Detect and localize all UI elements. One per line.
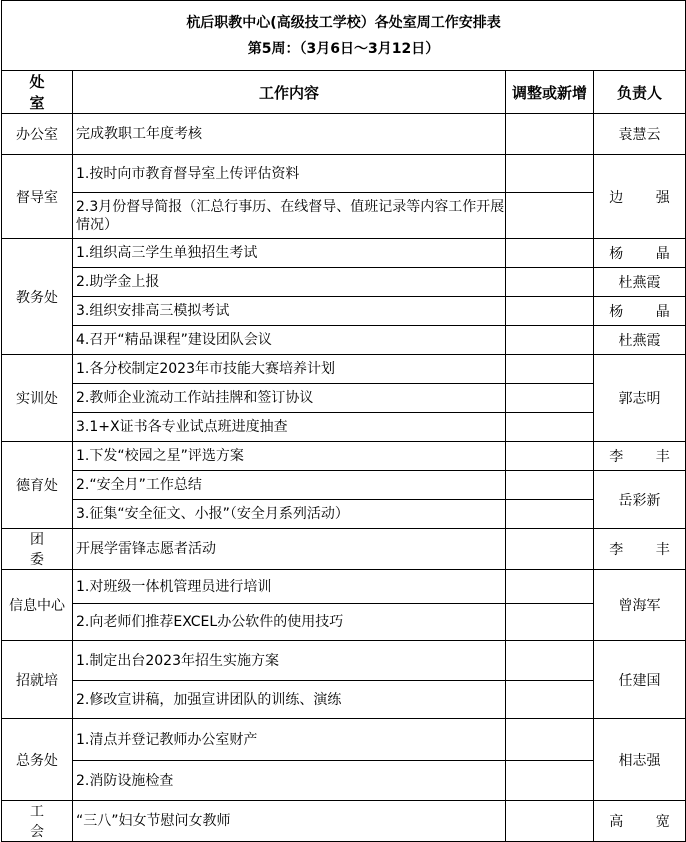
owner-cell: 郭志明 xyxy=(594,355,686,442)
task-cell: 3.征集“安全征文、小报”（安全月系列活动） xyxy=(73,500,506,529)
adjust-cell xyxy=(506,604,594,641)
dept-moral: 德育处 xyxy=(2,442,73,529)
dept-union: 工 会 xyxy=(2,801,73,842)
task-cell: 2.助学金上报 xyxy=(73,268,506,297)
adjust-cell xyxy=(506,761,594,801)
dept-academic: 教务处 xyxy=(2,239,73,355)
task-cell: 1.各分校制定2023年市技能大赛培养计划 xyxy=(73,355,506,384)
weekly-schedule-table xyxy=(1,0,686,842)
owner-cell: 岳彩新 xyxy=(594,471,686,529)
owner-cell: 高 宽 xyxy=(594,801,686,842)
dept-league: 团 委 xyxy=(2,529,73,570)
table-row xyxy=(2,297,686,326)
table-row xyxy=(2,442,686,471)
adjust-cell xyxy=(506,801,594,842)
owner-cell: 任建国 xyxy=(594,641,686,719)
table-row xyxy=(2,268,686,297)
adjust-cell xyxy=(506,471,594,500)
header-row xyxy=(2,71,686,114)
table-row xyxy=(2,529,686,570)
adjust-cell xyxy=(506,297,594,326)
header-dept: 处 室 xyxy=(2,71,73,114)
owner-cell: 杨 晶 xyxy=(594,239,686,268)
task-cell: 1.制定出台2023年招生实施方案 xyxy=(73,641,506,681)
owner-cell: 杨 晶 xyxy=(594,297,686,326)
task-cell: 2.“安全月”工作总结 xyxy=(73,471,506,500)
adjust-cell xyxy=(506,155,594,193)
table-row xyxy=(2,604,686,641)
adjust-cell xyxy=(506,193,594,239)
table-row xyxy=(2,355,686,384)
adjust-cell xyxy=(506,500,594,529)
task-cell: 1.清点并登记教师办公室财产 xyxy=(73,719,506,761)
header-content: 工作内容 xyxy=(73,71,506,114)
table-row xyxy=(2,193,686,239)
title-line-1: 杭后职教中心(高级技工学校）各处室周工作安排表 xyxy=(186,14,501,31)
owner-cell: 袁慧云 xyxy=(594,114,686,155)
task-cell: 2.消防设施检查 xyxy=(73,761,506,801)
task-cell: 开展学雷锋志愿者活动 xyxy=(73,529,506,570)
header-adjust: 调整或新增 xyxy=(506,71,594,114)
table-row xyxy=(2,641,686,681)
table-row xyxy=(2,570,686,604)
owner-cell: 边 强 xyxy=(594,155,686,239)
adjust-cell xyxy=(506,239,594,268)
task-cell: 2.3月份督导简报（汇总行事历、在线督导、值班记录等内容工作开展情况） xyxy=(73,193,506,239)
adjust-cell xyxy=(506,719,594,761)
adjust-cell xyxy=(506,413,594,442)
table-row xyxy=(2,719,686,761)
adjust-cell xyxy=(506,641,594,681)
adjust-cell xyxy=(506,326,594,355)
owner-cell: 李 丰 xyxy=(594,442,686,471)
table-row xyxy=(2,413,686,442)
task-cell: 完成教职工年度考核 xyxy=(73,114,506,155)
table-title xyxy=(2,1,686,71)
owner-cell: 曾海军 xyxy=(594,570,686,641)
owner-cell: 李 丰 xyxy=(594,529,686,570)
dept-office: 办公室 xyxy=(2,114,73,155)
adjust-cell xyxy=(506,442,594,471)
task-cell: 1.下发“校园之星”评选方案 xyxy=(73,442,506,471)
dept-training: 实训处 xyxy=(2,355,73,442)
table-row xyxy=(2,384,686,413)
task-cell: 3.组织安排高三模拟考试 xyxy=(73,297,506,326)
task-cell: 2.教师企业流动工作站挂牌和签订协议 xyxy=(73,384,506,413)
dept-general: 总务处 xyxy=(2,719,73,801)
adjust-cell xyxy=(506,114,594,155)
table-row xyxy=(2,326,686,355)
task-cell: 1.按时向市教育督导室上传评估资料 xyxy=(73,155,506,193)
adjust-cell xyxy=(506,681,594,719)
dept-info: 信息中心 xyxy=(2,570,73,641)
task-cell: 4.召开“精品课程”建设团队会议 xyxy=(73,326,506,355)
adjust-cell xyxy=(506,570,594,604)
task-cell: 3.1+X证书各专业试点班进度抽查 xyxy=(73,413,506,442)
table-row xyxy=(2,761,686,801)
task-cell: “三八”妇女节慰问女教师 xyxy=(73,801,506,842)
task-cell: 2.向老师们推荐EXCEL办公软件的使用技巧 xyxy=(73,604,506,641)
task-cell: 1.组织高三学生单独招生考试 xyxy=(73,239,506,268)
adjust-cell xyxy=(506,268,594,297)
title-line-2: 第5周：（3月6日～3月12日） xyxy=(247,40,440,57)
dept-supervision: 督导室 xyxy=(2,155,73,239)
owner-cell: 相志强 xyxy=(594,719,686,801)
task-cell: 2.修改宣讲稿，加强宣讲团队的训练、演练 xyxy=(73,681,506,719)
dept-recruit: 招就培 xyxy=(2,641,73,719)
table-row xyxy=(2,155,686,193)
table-row xyxy=(2,801,686,842)
task-cell: 1.对班级一体机管理员进行培训 xyxy=(73,570,506,604)
table-row xyxy=(2,500,686,529)
owner-cell: 杜燕霞 xyxy=(594,268,686,297)
adjust-cell xyxy=(506,529,594,570)
header-owner: 负责人 xyxy=(594,71,686,114)
owner-cell: 杜燕霞 xyxy=(594,326,686,355)
table-row xyxy=(2,681,686,719)
adjust-cell xyxy=(506,355,594,384)
adjust-cell xyxy=(506,384,594,413)
table-row xyxy=(2,239,686,268)
table-row xyxy=(2,471,686,500)
table-row xyxy=(2,114,686,155)
